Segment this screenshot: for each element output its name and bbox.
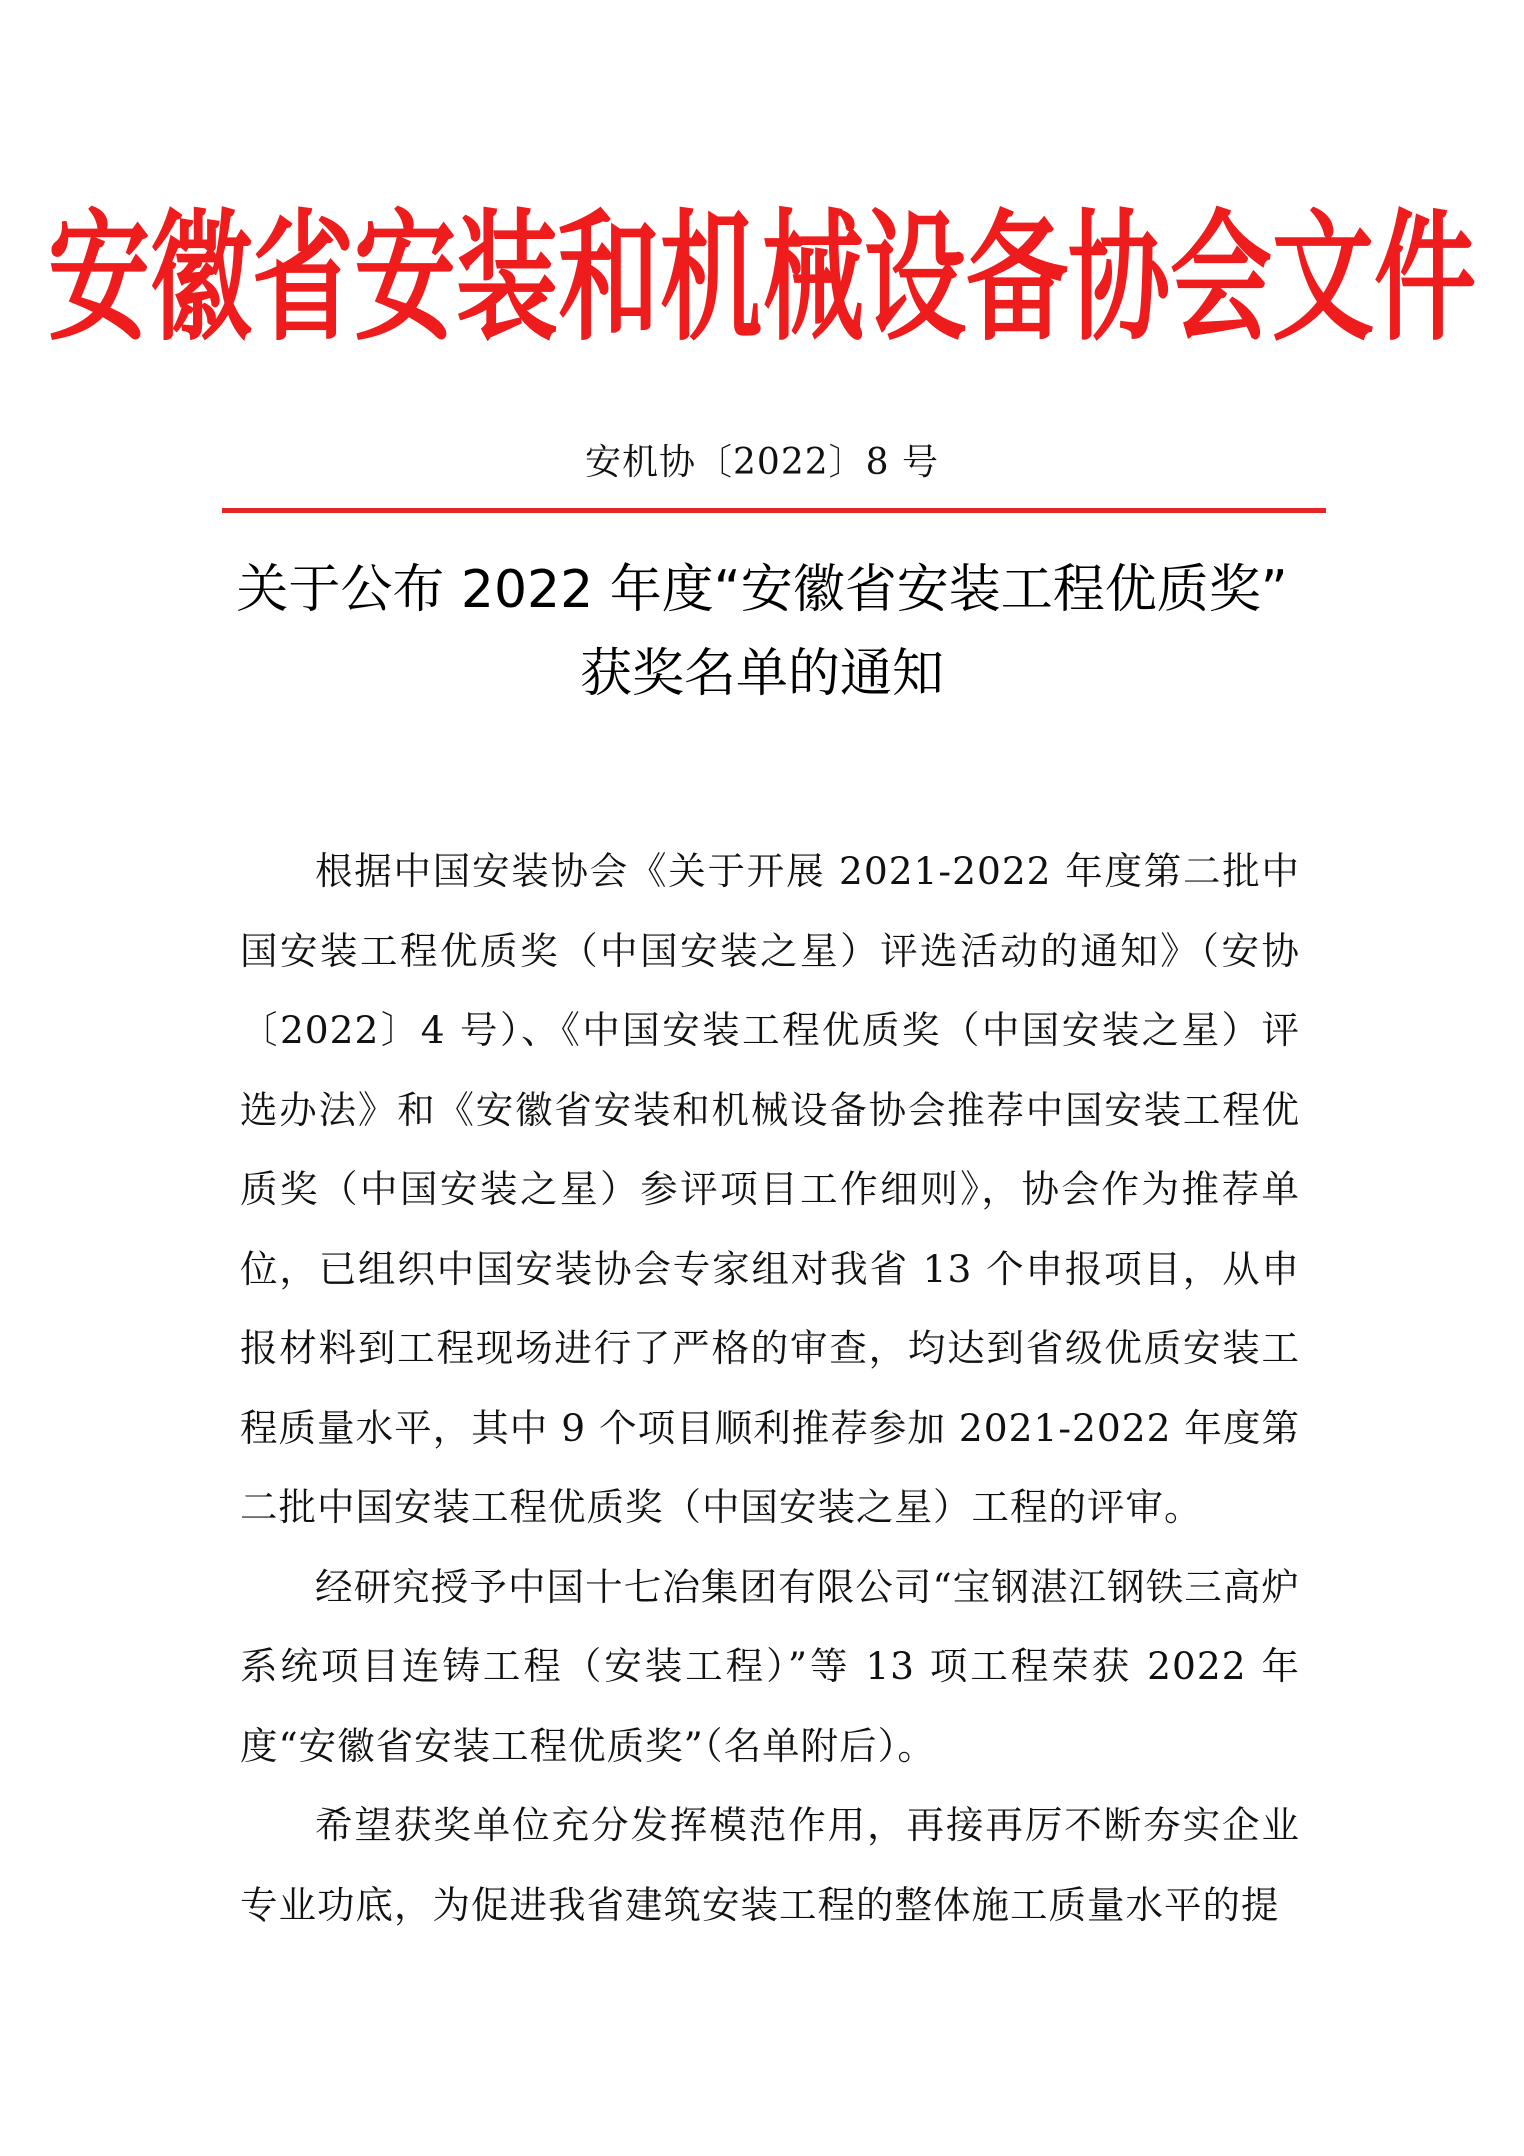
- red-divider-line: [222, 508, 1326, 513]
- notice-title: [160, 548, 1364, 716]
- notice-body: [240, 832, 1300, 1945]
- notice-title-line-2: 获奖名单的通知: [579, 644, 944, 704]
- masthead-title: 安徽省安装和机械设备协会文件: [48, 195, 1476, 362]
- body-paragraph-2: 经研究授予中国十七冶集团有限公司“宝钢湛江钢铁三高炉系统项目连铸工程（安装工程）”等 13 项工程荣获 2022 年度“安徽省安装工程优质奖”（名单附后）。: [240, 1564, 1300, 1768]
- document-number: 安机协〔2022〕8 号: [585, 442, 939, 483]
- body-paragraph-3: 希望获奖单位充分发挥模范作用，再接再厉不断夯实企业专业功底，为促进我省建筑安装工程的整体施工质量水平的提: [240, 1803, 1300, 1927]
- notice-title-line-1: 关于公布 2022 年度“安徽省安装工程优质奖”: [236, 560, 1288, 620]
- body-paragraph-1: 根据中国安装协会《关于开展 2021-2022 年度第二批中国安装工程优质奖（中国安装之星）评选活动的通知》（安协〔2022〕4 号）、《中国安装工程优质奖（中国安装之星）评选办法》和《安徽省安装和机械设备协会推荐中国安装工程优质奖（中国安装之星）参评项目工作细则》，协会作为推荐单位，已组织中国安装协会专家组对我省 13 个申报项目，从申报材料到工程现场进行了严格的审查，均达到省级优质安装工程质量水平，其中 9 个项目顺利推荐参加 2021-2022 年度第二批中国安装工程优质奖（中国安装之星）工程的评审。: [240, 849, 1300, 1529]
